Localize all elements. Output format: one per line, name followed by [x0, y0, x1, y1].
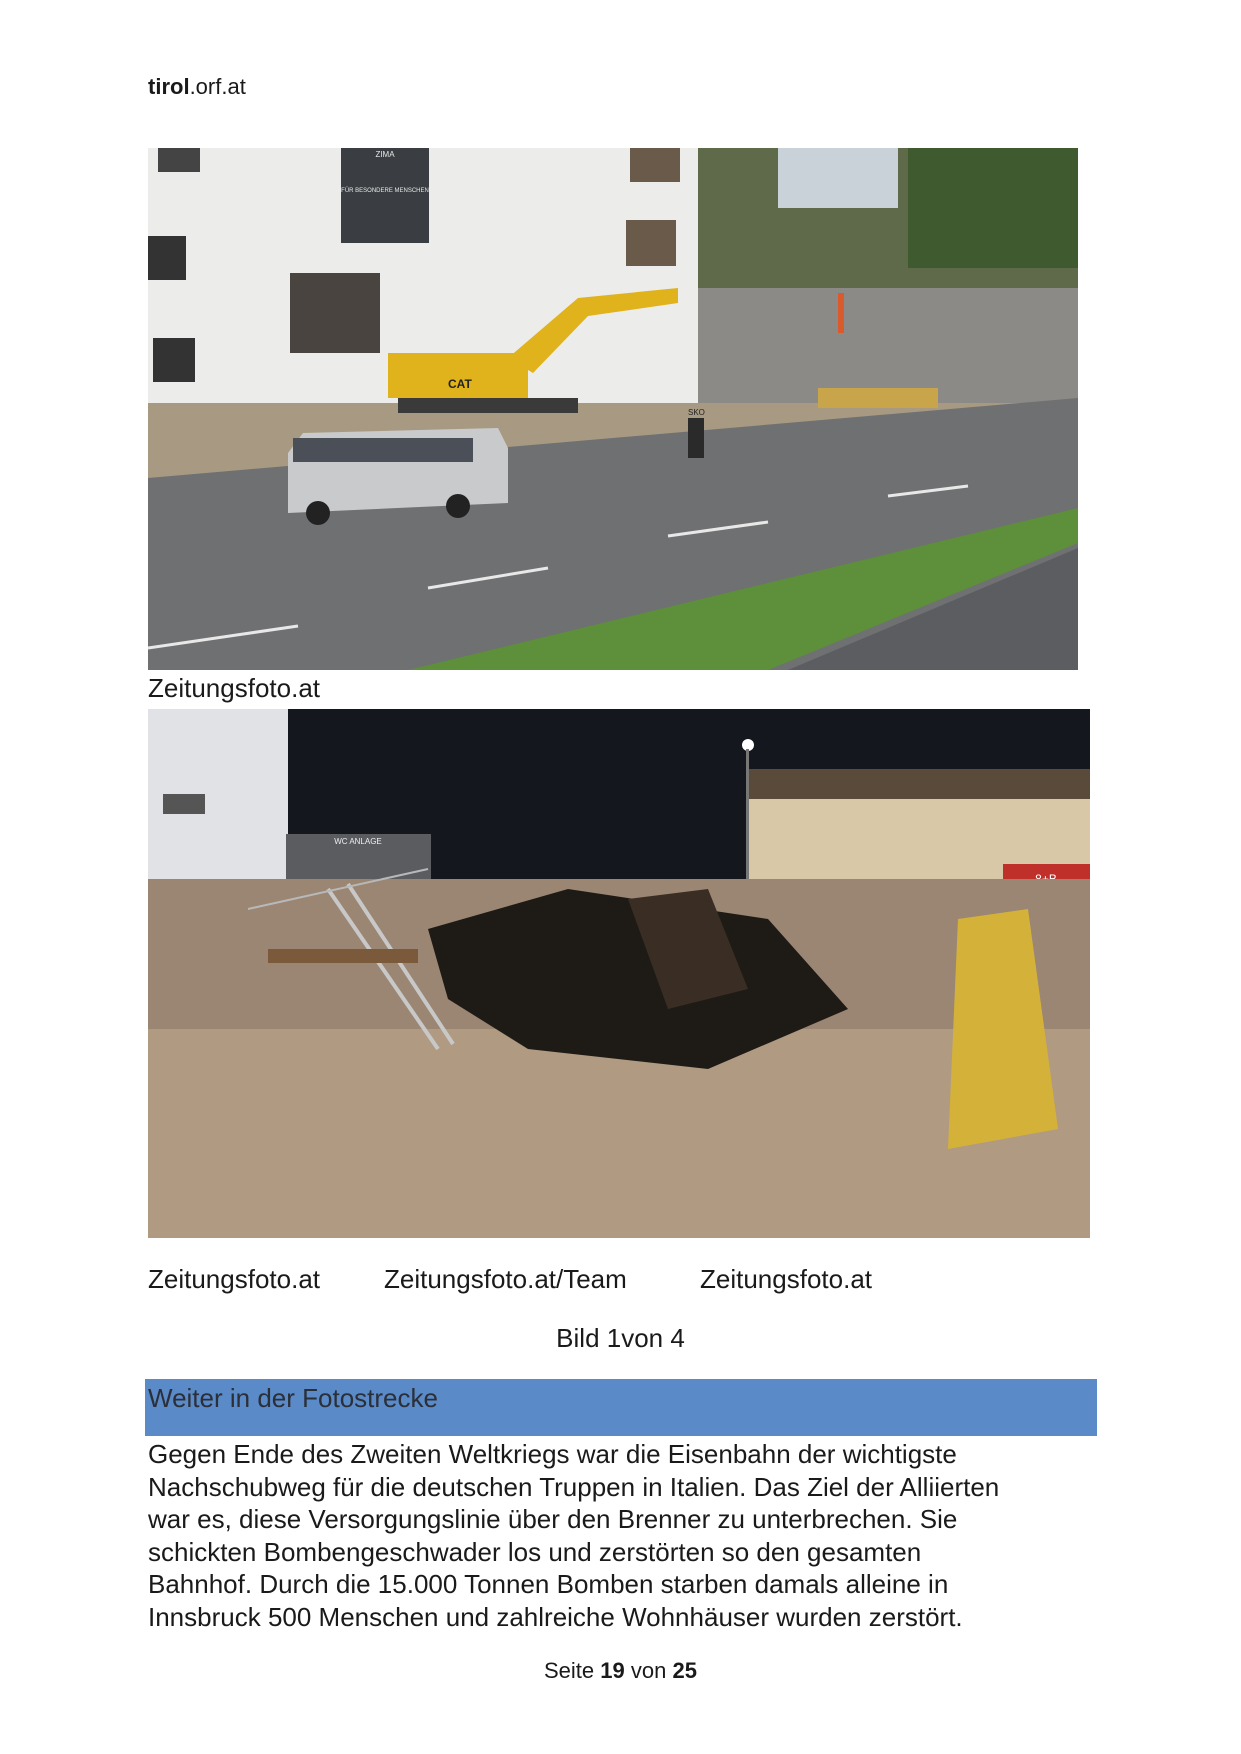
photo-construction-day[interactable]: [148, 148, 1078, 670]
next-photo-gallery-label: Weiter in der Fotostrecke: [148, 1383, 438, 1413]
article-line: Innsbruck 500 Menschen und zahlreiche Wohnhäuser wurden zerstört.: [148, 1601, 963, 1632]
machine-label: CAT: [448, 377, 472, 391]
site-name-rest: .orf.at: [189, 74, 246, 99]
sign-besondere: FÜR BESONDERE MENSCHEN: [341, 188, 429, 194]
sign-zima: ZIMA: [375, 150, 395, 159]
article-line: war es, diese Versorgungslinie über den Brenner zu unterbrechen. Sie: [148, 1504, 958, 1535]
article-line: Nachschubweg für die deutschen Truppen in Italien. Das Ziel der Alliierten: [148, 1471, 1000, 1502]
article-line: schickten Bombengeschwader los und zerstörten so den gesamten: [148, 1536, 922, 1567]
article-line: Gegen Ende des Zweiten Weltkriegs war die Eisenbahn der wichtigste: [148, 1439, 957, 1469]
footer-page-number: 19: [600, 1658, 625, 1683]
gallery-counter: Bild 1von 4: [556, 1323, 685, 1353]
credit-3: Zeitungsfoto.at: [700, 1264, 872, 1294]
article-line: Bahnhof. Durch die 15.000 Tonnen Bomben starben damals alleine in: [148, 1569, 949, 1600]
page-footer: [0, 1658, 1241, 1684]
credit-1: Zeitungsfoto.at: [148, 1264, 320, 1294]
credit-2: Zeitungsfoto.at/Team: [384, 1264, 627, 1294]
site-name-bold: tirol: [148, 74, 190, 99]
footer-middle: von: [630, 1658, 667, 1683]
site-header: [148, 74, 246, 100]
article-paragraph: [148, 1438, 1098, 1634]
footer-page-total: 25: [672, 1658, 697, 1683]
footer-prefix: Seite: [544, 1658, 595, 1683]
photo-excavation-night[interactable]: [148, 709, 1090, 1238]
van-label: SKO: [688, 408, 705, 417]
sign-wc-anlage: WC ANLAGE: [334, 837, 382, 846]
next-photo-gallery-button[interactable]: [145, 1379, 1097, 1436]
photo-1-caption: Zeitungsfoto.at: [148, 673, 320, 703]
